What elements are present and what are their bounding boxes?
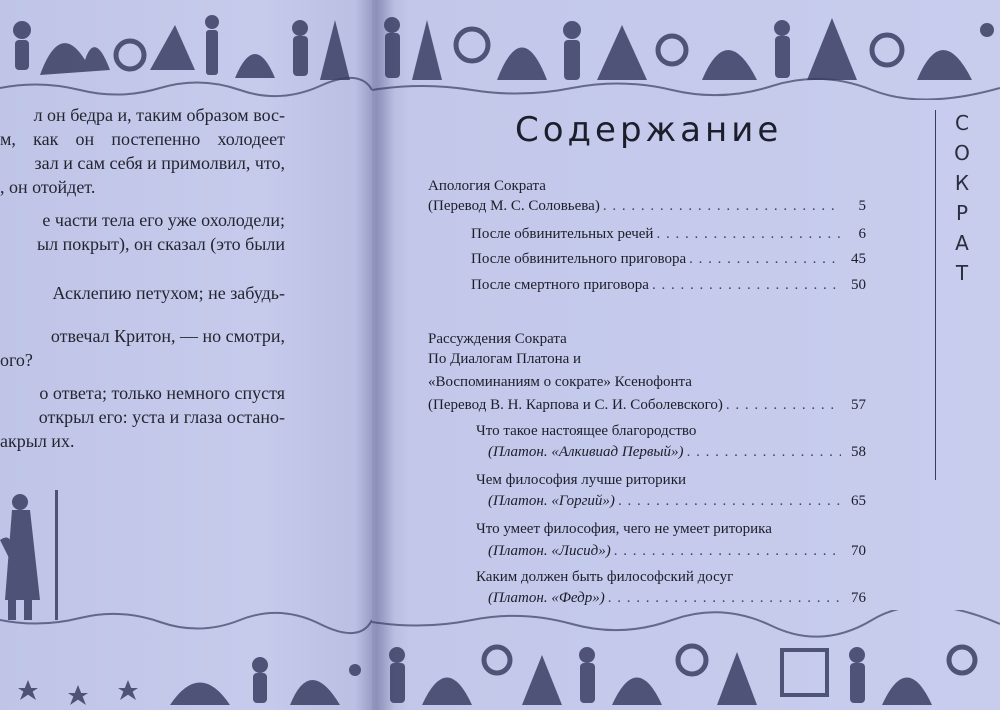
toc-leader-dots [618, 491, 841, 511]
toc-entry-source: (Платон. «Алкивиад Первый») [488, 444, 684, 460]
toc-section-title: Апология Сократа [428, 178, 546, 194]
toc-leader-dots [652, 275, 841, 295]
vertical-letter: Т [955, 261, 969, 285]
toc-leader-dots [656, 224, 841, 244]
toc-page-number: 5 [858, 198, 866, 214]
text-line: е части тела его уже охолодели; [42, 210, 285, 230]
top-ornament-left [0, 0, 372, 100]
toc-leader-dots [608, 588, 841, 608]
vertical-letter: А [955, 231, 969, 255]
toc-leader-dots [614, 541, 841, 561]
toc-entry-source: (Платон. «Горгий») [488, 493, 615, 509]
toc-page-number: 76 [851, 590, 866, 606]
top-ornament-right [372, 0, 1000, 100]
left-page-text [0, 103, 285, 453]
toc-leader-dots [687, 442, 841, 462]
athena-figure-illustration [0, 480, 70, 630]
text-line: м, как он постепенно холодеет [0, 129, 285, 149]
toc-entry-text: После смертного приговора [471, 277, 649, 293]
toc-leader-dots [726, 395, 841, 415]
toc-entry-source: (Платон. «Федр») [488, 590, 605, 606]
toc-entry-text: (Перевод М. С. Соловьева) [428, 198, 600, 214]
toc-subentry-title[interactable]: Что умеет философия, чего не умеет риторика [476, 521, 772, 537]
left-page [0, 0, 372, 710]
text-line: л он бедра и, таким образом вос- [33, 105, 285, 125]
toc-entry-text: После обвинительного приговора [471, 251, 687, 267]
toc-leader-dots [689, 249, 841, 269]
toc-entry[interactable] [428, 491, 866, 511]
toc-entry[interactable] [428, 588, 866, 608]
toc-entry[interactable] [428, 249, 866, 269]
text-line: ого? [0, 350, 33, 370]
toc-entry[interactable] [428, 196, 866, 216]
vertical-letter: С [955, 111, 969, 135]
toc-entry[interactable] [428, 395, 866, 415]
toc-page-number: 58 [851, 444, 866, 460]
toc-entry[interactable] [428, 275, 866, 295]
toc-page-number: 6 [858, 226, 866, 242]
toc-page-number: 70 [851, 543, 866, 559]
toc-page-number: 65 [851, 493, 866, 509]
text-line: отвечал Критон, — но смотри, [50, 326, 285, 346]
text-line: зал и сам себя и примолвил, что, [34, 153, 285, 173]
toc-entry-text: После обвинительных речей [471, 226, 654, 242]
toc-entry[interactable] [428, 442, 866, 462]
text-line: Асклепию петухом; не забудь- [52, 283, 285, 303]
toc-section-title: «Воспоминаниям о сократе» Ксенофонта [428, 374, 692, 390]
toc-page-number: 57 [851, 397, 866, 413]
vertical-letter: Р [955, 201, 969, 225]
toc-page-number: 45 [851, 251, 866, 267]
text-line: о ответа; только немного спустя [39, 383, 285, 403]
text-line: акрыл их. [0, 431, 75, 451]
vertical-letter: К [954, 171, 970, 195]
toc-page-number: 50 [851, 277, 866, 293]
toc-entry-source: (Платон. «Лисид») [488, 543, 611, 559]
toc-subentry-title[interactable]: Что такое настоящее благородство [476, 423, 697, 439]
vertical-letter: О [954, 141, 970, 165]
toc-entry-text: (Перевод В. Н. Карпова и С. И. Соболевского) [428, 397, 723, 413]
contents-heading: Содержание [515, 110, 783, 150]
toc-section-title: По Диалогам Платона и [428, 351, 582, 367]
toc-section-title: Рассуждения Сократа [428, 331, 567, 347]
text-line: , он отойдет. [0, 177, 96, 197]
vertical-book-title [950, 108, 974, 288]
toc-entry[interactable] [428, 224, 866, 244]
text-line: открыл его: уста и глаза остано- [38, 407, 285, 427]
bottom-ornament-right [372, 610, 1000, 710]
toc-subentry-title[interactable]: Чем философия лучше риторики [476, 472, 687, 488]
toc-entry[interactable] [428, 541, 866, 561]
toc-leader-dots [603, 196, 841, 216]
text-line: ыл покрыт), он сказал (это были [37, 234, 285, 254]
vertical-divider [935, 110, 936, 480]
bottom-ornament-left [0, 610, 372, 710]
toc-subentry-title[interactable]: Каким должен быть философский досуг [476, 569, 734, 585]
